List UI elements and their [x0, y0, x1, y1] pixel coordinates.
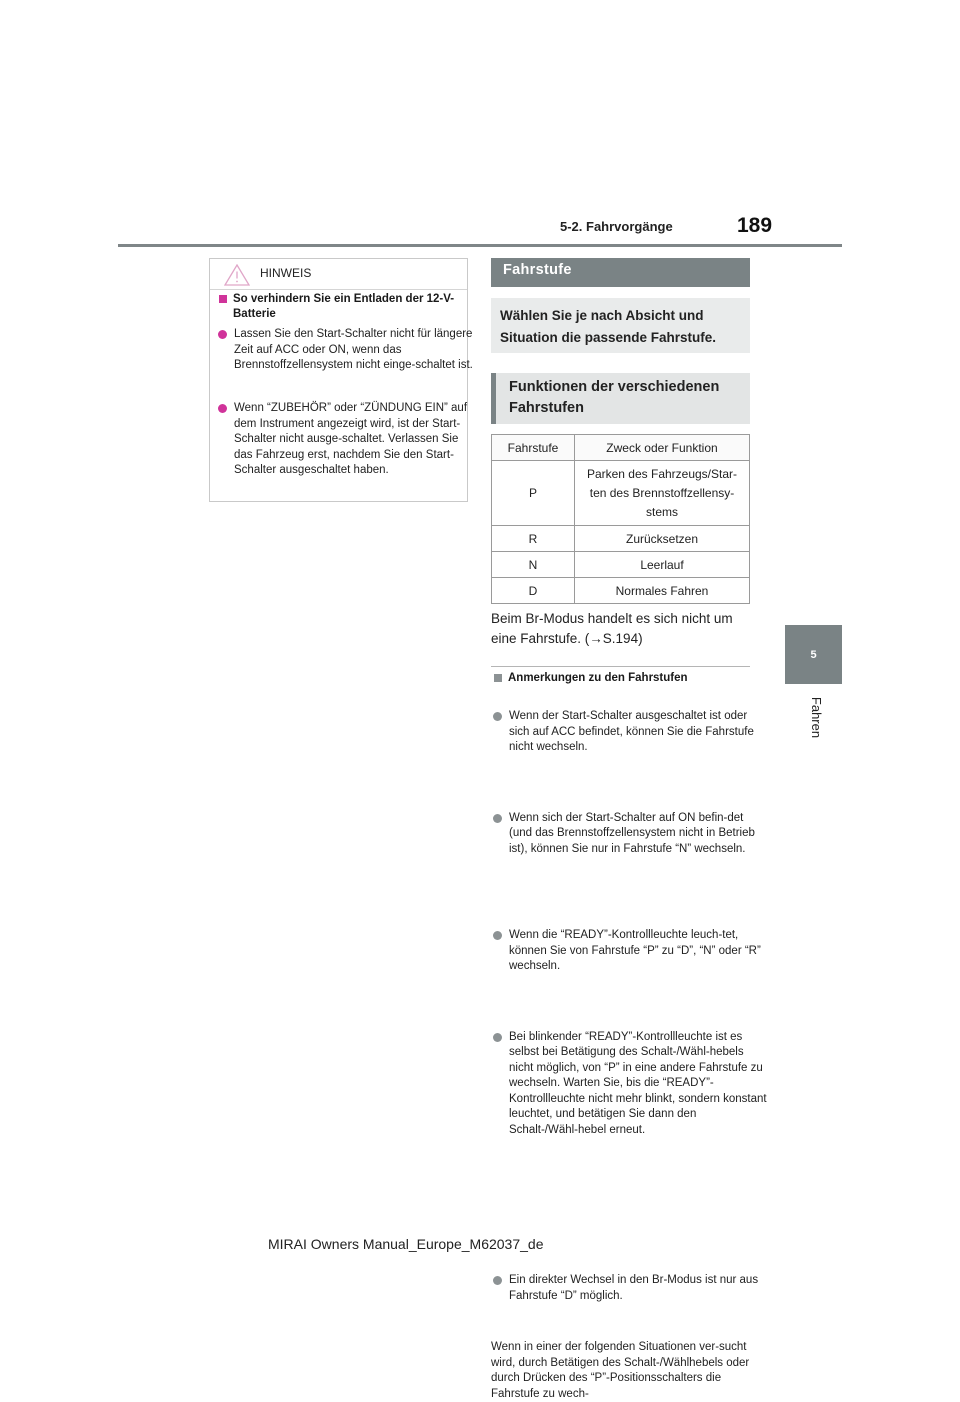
notice-bullet-text: Wenn “ZUBEHÖR” oder “ZÜNDUNG EIN” auf dem Instrument angezeigt wird, ist der Start-Schalter nicht ausge-schaltet. Verlassen Sie das Fahrzeug erst, nachdem Sie den Start-Schalter ausgeschaltet haben. [234, 402, 468, 476]
notice-box [209, 258, 473, 502]
notice-bullet-text: Lassen Sie den Start-Schalter nicht für längere Zeit auf ACC oder ON, wenn das Brennstoffzellensystem nicht einge-schaltet ist. [234, 328, 473, 371]
page-number: 189 [737, 214, 773, 237]
divider [491, 666, 750, 667]
notice-title: HINWEIS [260, 266, 312, 280]
notes-heading-text: Anmerkungen zu den Fahrstufen [508, 672, 688, 684]
table-cell-funktion: Parken des Fahrzeugs/Star-ten des Brennstoffzellensy-stems [575, 461, 750, 526]
note-bullet-text: Wenn die “READY”-Kontrollleuchte leuch-tet, können Sie von Fahrstufe “P” zu “D”, “N” oder “R” wechseln. [509, 929, 761, 972]
note-bullet-text: Wenn der Start-Schalter ausgeschaltet ist oder sich auf ACC befindet, können Sie die Fahrstufe nicht wechseln. [509, 710, 754, 753]
trailing-paragraph [491, 1340, 751, 1402]
table-row [492, 578, 750, 604]
table-cell-stufe: N [492, 552, 575, 578]
table-row [492, 552, 750, 578]
table-header-row [492, 435, 750, 461]
table-cell-funktion: Leerlauf [575, 552, 750, 578]
note-bullet [491, 709, 767, 756]
warning-icon [224, 264, 250, 286]
chapter-label [792, 692, 842, 742]
circle-bullet-icon [493, 931, 502, 940]
table-header-cell: Zweck oder Funktion [575, 435, 750, 461]
square-bullet-icon [219, 295, 227, 303]
br-mode-note-text: Beim Br-Modus handelt es sich nicht um eine Fahrstufe. (→S.194) [491, 611, 733, 646]
note-bullet-text: Ein direkter Wechsel in den Br-Modus ist nur aus Fahrstufe “D” möglich. [509, 1274, 759, 1302]
table-cell-funktion: Zurücksetzen [575, 526, 750, 552]
square-bullet-icon [494, 674, 502, 682]
notes-heading [491, 671, 763, 686]
table-cell-stufe: P [492, 461, 575, 526]
br-mode-note [491, 609, 746, 649]
section-title: Fahrstufe [491, 258, 750, 287]
gear-table [491, 434, 750, 604]
circle-bullet-icon [218, 330, 227, 339]
circle-bullet-icon [493, 814, 502, 823]
chapter-tab[interactable]: 5 [785, 625, 842, 684]
notice-bullet [216, 401, 474, 479]
notice-heading [216, 292, 473, 322]
footer: MIRAI Owners Manual_Europe_M62037_de [268, 1236, 544, 1252]
circle-bullet-icon [218, 404, 227, 413]
table-row [492, 461, 750, 526]
table-cell-funktion: Normales Fahren [575, 578, 750, 604]
note-bullet [491, 811, 767, 858]
note-bullet [491, 1273, 767, 1304]
functions-title: Funktionen der verschiedenen Fahrstufen [491, 373, 750, 424]
table-cell-stufe: D [492, 578, 575, 604]
section-header: 5-2. Fahrvorgänge [560, 219, 673, 234]
circle-bullet-icon [493, 1033, 502, 1042]
intro-box: Wählen Sie je nach Absicht und Situation die passende Fahrstufe. [491, 298, 750, 353]
note-bullet-text: Bei blinkender “READY”-Kontrollleuchte ist es selbst bei Betätigung des Schalt-/Wähl-hebels nicht möglich, von “P” in eine andere Fahrstufe zu wechseln. Warten Sie, bis die “READY”-Kontrollleuchte nicht mehr blinkt, sondern konstant leuchtet, und betätigen Sie dann den Schalt-/Wähl-hebel erneut. [509, 1030, 767, 1136]
notice-bullet [216, 327, 474, 374]
chapter-label-text: Fahren [809, 696, 825, 738]
table-cell-stufe: R [492, 526, 575, 552]
table-header-cell: Fahrstufe [492, 435, 575, 461]
table-row [492, 526, 750, 552]
header-rule [118, 244, 842, 247]
notice-heading-text: So verhindern Sie ein Entladen der 12-V-Batterie [233, 293, 455, 320]
trailing-paragraph-text: Wenn in einer der folgenden Situationen ver-sucht wird, durch Betätigen des Schalt-/Wählhebels oder durch Drücken des “P”-Positionsschalters die Fahrstufe zu wech- [491, 1341, 750, 1400]
note-bullet [491, 928, 767, 975]
note-bullet [491, 1030, 767, 1139]
circle-bullet-icon [493, 1276, 502, 1285]
circle-bullet-icon [493, 712, 502, 721]
notice-header [210, 259, 467, 290]
note-bullet-text: Wenn sich der Start-Schalter auf ON befin-det (und das Brennstoffzellensystem nicht in Betrieb ist), können Sie nur in Fahrstufe “N” wechseln. [509, 811, 755, 855]
